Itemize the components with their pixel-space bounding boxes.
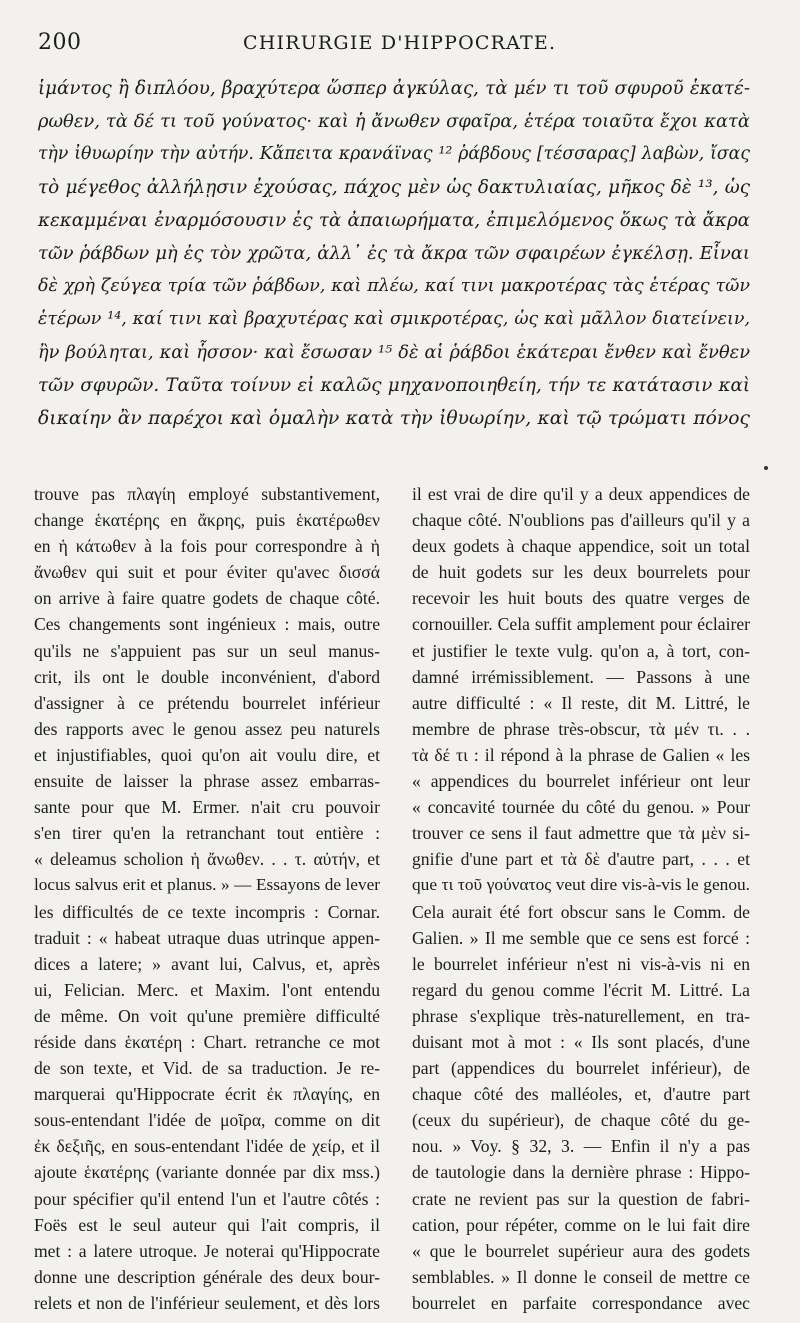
notes-right-line: trouver ce sens il faut admettre que τὰ μὲν si- [412, 823, 750, 844]
greek-text-line: τῶν ῥάβδων μὴ ἐς τὸν χρῶτα, ἀλλ᾽ ἐς τὰ ἄκρα τῶν σφαιρέων ἐγκέλσῃ. Εἶναι [38, 243, 750, 264]
notes-right-line: nou. » Voy. § 32, 3. — Enfin il n'y a pas [412, 1136, 750, 1157]
greek-text-line: ἑτέρων ¹⁴, καί τινι καὶ βραχυτέρας καὶ σμικροτέρας, ὡς καὶ μᾶλλον διατείνειν, [38, 309, 750, 329]
notes-left-line: dices a latere; » avant lui, Calvus, et, après [34, 953, 380, 974]
notes-left-line: ajoute ἑκατέρης (variante donnée par dix mss.) [34, 1162, 380, 1183]
notes-right-line: que τι τοῦ γούνατος veut dire vis-à-vis le genou. [412, 875, 750, 895]
notes-left-line: met : a latere utroque. Je noterai qu'Hippocrate [34, 1240, 380, 1261]
notes-left-line: ui, Felician. Merc. et Maxim. l'ont entendu [34, 979, 380, 1000]
margin-dot-icon [764, 466, 768, 470]
notes-left-line: en ἡ κάτωθεν à la fois pour correspondre à ἡ [34, 536, 380, 557]
notes-left-line: d'assigner à ce prétendu bourrelet inférieur [34, 692, 380, 713]
notes-left-line: traduit : « habeat utraque duas utrinque appen- [34, 927, 380, 948]
notes-right-line: bourrelet en parfaite correspondance avec [412, 1292, 750, 1313]
greek-text-line: ἱμάντος ἢ διπλόου, βραχύτερα ὥσπερ ἀγκύλας, τὰ μέν τι τοῦ σφυροῦ ἑκατέ- [38, 78, 750, 99]
page-number: 200 [38, 30, 82, 55]
notes-left-line: de même. On voit qu'une première difficulté [34, 1005, 380, 1026]
notes-left-line: crit, ils ont le double inconvénient, d'abord [34, 666, 380, 687]
notes-left-line: relets et non de l'inférieur seulement, et dès lors [34, 1292, 380, 1313]
notes-right-line: regard du genou comme l'écrit M. Littré. La [412, 979, 750, 1000]
notes-left-line: ἄνωθεν qui suit et pour éviter qu'avec δισσά [34, 562, 380, 583]
notes-right-line: semblables. » Il donne le conseil de mettre ce [412, 1266, 750, 1287]
notes-column-left [34, 481, 380, 1316]
greek-text-line: ρωθεν, τὰ δέ τι τοῦ γούνατος· καὶ ἡ ἄνωθεν σφαῖρα, ἑτέρα τοιαῦτα ἔχοι κατὰ [38, 111, 750, 132]
notes-right-line: chaque côté. N'oublions pas d'ailleurs qu'il y a [412, 510, 750, 531]
notes-right-line: recevoir les huit bouts des quatre verges de [412, 588, 750, 609]
notes-right-line: autre difficulté : « Il reste, dit M. Littré, le [412, 692, 750, 713]
notes-left-line: pour spécifier qu'il entend l'un et l'autre côtés : [34, 1188, 380, 1209]
notes-right-line: part (appendices du bourrelet inférieur), de [412, 1058, 750, 1079]
notes-right-line: de tautologie dans la dernière phrase : Hippo- [412, 1162, 750, 1183]
notes-left-line: les difficultés de ce texte incompris : Cornar. [34, 901, 380, 922]
notes-right-line: il est vrai de dire qu'il y a deux appendices de [412, 484, 750, 504]
notes-right-line: « concavité tournée du côté du genou. » Pour [412, 797, 750, 818]
notes-left-line: ensuite de laisser la phrase assez embarras- [34, 771, 380, 792]
notes-right-line: (ceux du supérieur), de chaque côté du ge- [412, 1110, 750, 1131]
notes-left-line: sante pour que M. Ermer. n'ait cru pouvoir [34, 797, 380, 818]
notes-right-line: cation, pour répéter, comme on le lui fait dire [412, 1214, 750, 1235]
notes-column-right [412, 481, 750, 1316]
running-head: CHIRURGIE D'HIPPOCRATE. [243, 32, 557, 54]
notes-left-line: de son texte, et Vid. de sa traduction. Je re- [34, 1058, 380, 1079]
notes-left-line: des rapports avec le genou assez peu naturels [34, 718, 380, 739]
greek-text-line: δικαίην ἂν παρέχοι καὶ ὁμαλὴν κατὰ τὴν ἰθυωρίην, καὶ τῷ τρώματι πόνος [38, 408, 750, 429]
notes-right-line: phrase s'explique très-naturellement, en tra- [412, 1005, 750, 1026]
greek-text-block [38, 72, 750, 435]
greek-text-line: τὴν ἰθυωρίην τὴν αὐτήν. Κἄπειτα κρανάϊνας ¹² ῥάβδους [τέσσαρας] λαβὼν, ἴσας [38, 144, 750, 164]
notes-right-line: crate ne revient pas sur la question de fabri- [412, 1188, 750, 1209]
notes-right-line: Galien. » Il me semble que ce sens est forcé : [412, 927, 750, 948]
greek-text-line: ἢν βούληται, καὶ ἧσσον· καὶ ἔσωσαν ¹⁵ δὲ αἱ ῥάβδοι ἑκάτεραι ἔνθεν καὶ ἔνθεν [38, 342, 750, 363]
notes-left-line: locus salvus erit et planus. » — Essayons de lever [34, 875, 380, 895]
notes-left-line: « deleamus scholion ἡ ἄνωθεν. . . τ. αὐτήν, et [34, 849, 380, 870]
notes-right-line: le bourrelet inférieur n'est ni vis-à-vis ni en [412, 953, 750, 974]
notes-left-line: Ces changements sont ingénieux : mais, outre [34, 614, 380, 635]
notes-right-line: τὰ δέ τι : il répond à la phrase de Galien « les [412, 744, 750, 765]
notes-left-line: s'en tirer qu'en la retranchant tout entière : [34, 823, 380, 844]
notes-right-line: membre de phrase très-obscur, τὰ μέν τι. . . [412, 718, 750, 739]
notes-left-line: sous-entendant l'idée de μοῖρα, comme on dit [34, 1110, 380, 1131]
notes-right-line: deux godets à chaque appendice, soit un total [412, 536, 750, 557]
notes-right-line: et justifier le texte vulg. qu'on a, à tort, con- [412, 640, 750, 661]
notes-right-line: Cela aurait été fort obscur sans le Comm. de [412, 901, 750, 922]
notes-right-line: duisant mot à mot : « Ils sont placés, d'une [412, 1031, 750, 1052]
notes-left-line: réside dans ἑκατέρη : Chart. retranche ce mot [34, 1031, 380, 1052]
notes-right-line: chaque côté des malléoles, et, d'autre part [412, 1084, 750, 1105]
notes-right-line: de huit godets sur les deux bourrelets pour [412, 562, 750, 583]
page-header [38, 30, 738, 64]
greek-text-line: δὲ χρὴ ζεύγεα τρία τῶν ῥάβδων, καὶ πλέω, καί τινι μακροτέρας τὰς ἑτέρας τῶν [38, 276, 750, 296]
notes-left-line: et injustifiables, quoi qu'on ait voulu dire, et [34, 744, 380, 765]
notes-left-line: change ἑκατέρης en ἄκρης, puis ἑκατέρωθεν [34, 510, 380, 531]
notes-left-line: ἐκ δεξιῆς, en sous-entendant l'idée de χείρ, et il [34, 1136, 380, 1157]
greek-text-line: τῶν σφυρῶν. Ταῦτα τοίνυν εἰ καλῶς μηχανοποιηθείη, τήν τε κατάτασιν καὶ [38, 375, 750, 396]
greek-text-line: τὸ μέγεθος ἀλλήλῃσιν ἐχούσας, πάχος μὲν ὡς δακτυλιαίας, μῆκος δὲ ¹³, ὡς [38, 177, 750, 198]
notes-left-line: donne une description générale des deux bour- [34, 1266, 380, 1287]
notes-right-line: « que le bourrelet supérieur aura des godets [412, 1240, 750, 1261]
notes-left-line: trouve pas πλαγίη employé substantivement, [34, 484, 380, 504]
notes-left-line: marquerai qu'Hippocrate écrit ἐκ πλαγίης, en [34, 1084, 380, 1105]
greek-text-line: κεκαμμέναι ἐναρμόσουσιν ἐς τὰ ἀπαιωρήματα, ἐπιμελόμενος ὅκως τὰ ἄκρα [38, 210, 750, 231]
notes-right-line: « appendices du bourrelet inférieur ont leur [412, 771, 750, 792]
notes-left-line: qu'ils ne s'appuient pas sur un seul manus- [34, 640, 380, 661]
notes-right-line: gnifie d'une part et τὰ δὲ d'autre part, . . . et [412, 849, 750, 870]
notes-right-line: cornouiller. Cela suffit amplement pour éclairer [412, 614, 750, 635]
notes-right-line: damné irrémissiblement. — Passons à une [412, 666, 750, 687]
notes-left-line: Foës est le seul auteur qui l'ait compris, il [34, 1214, 380, 1235]
notes-left-line: on arrive à faire quatre godets de chaque côté. [34, 588, 380, 609]
